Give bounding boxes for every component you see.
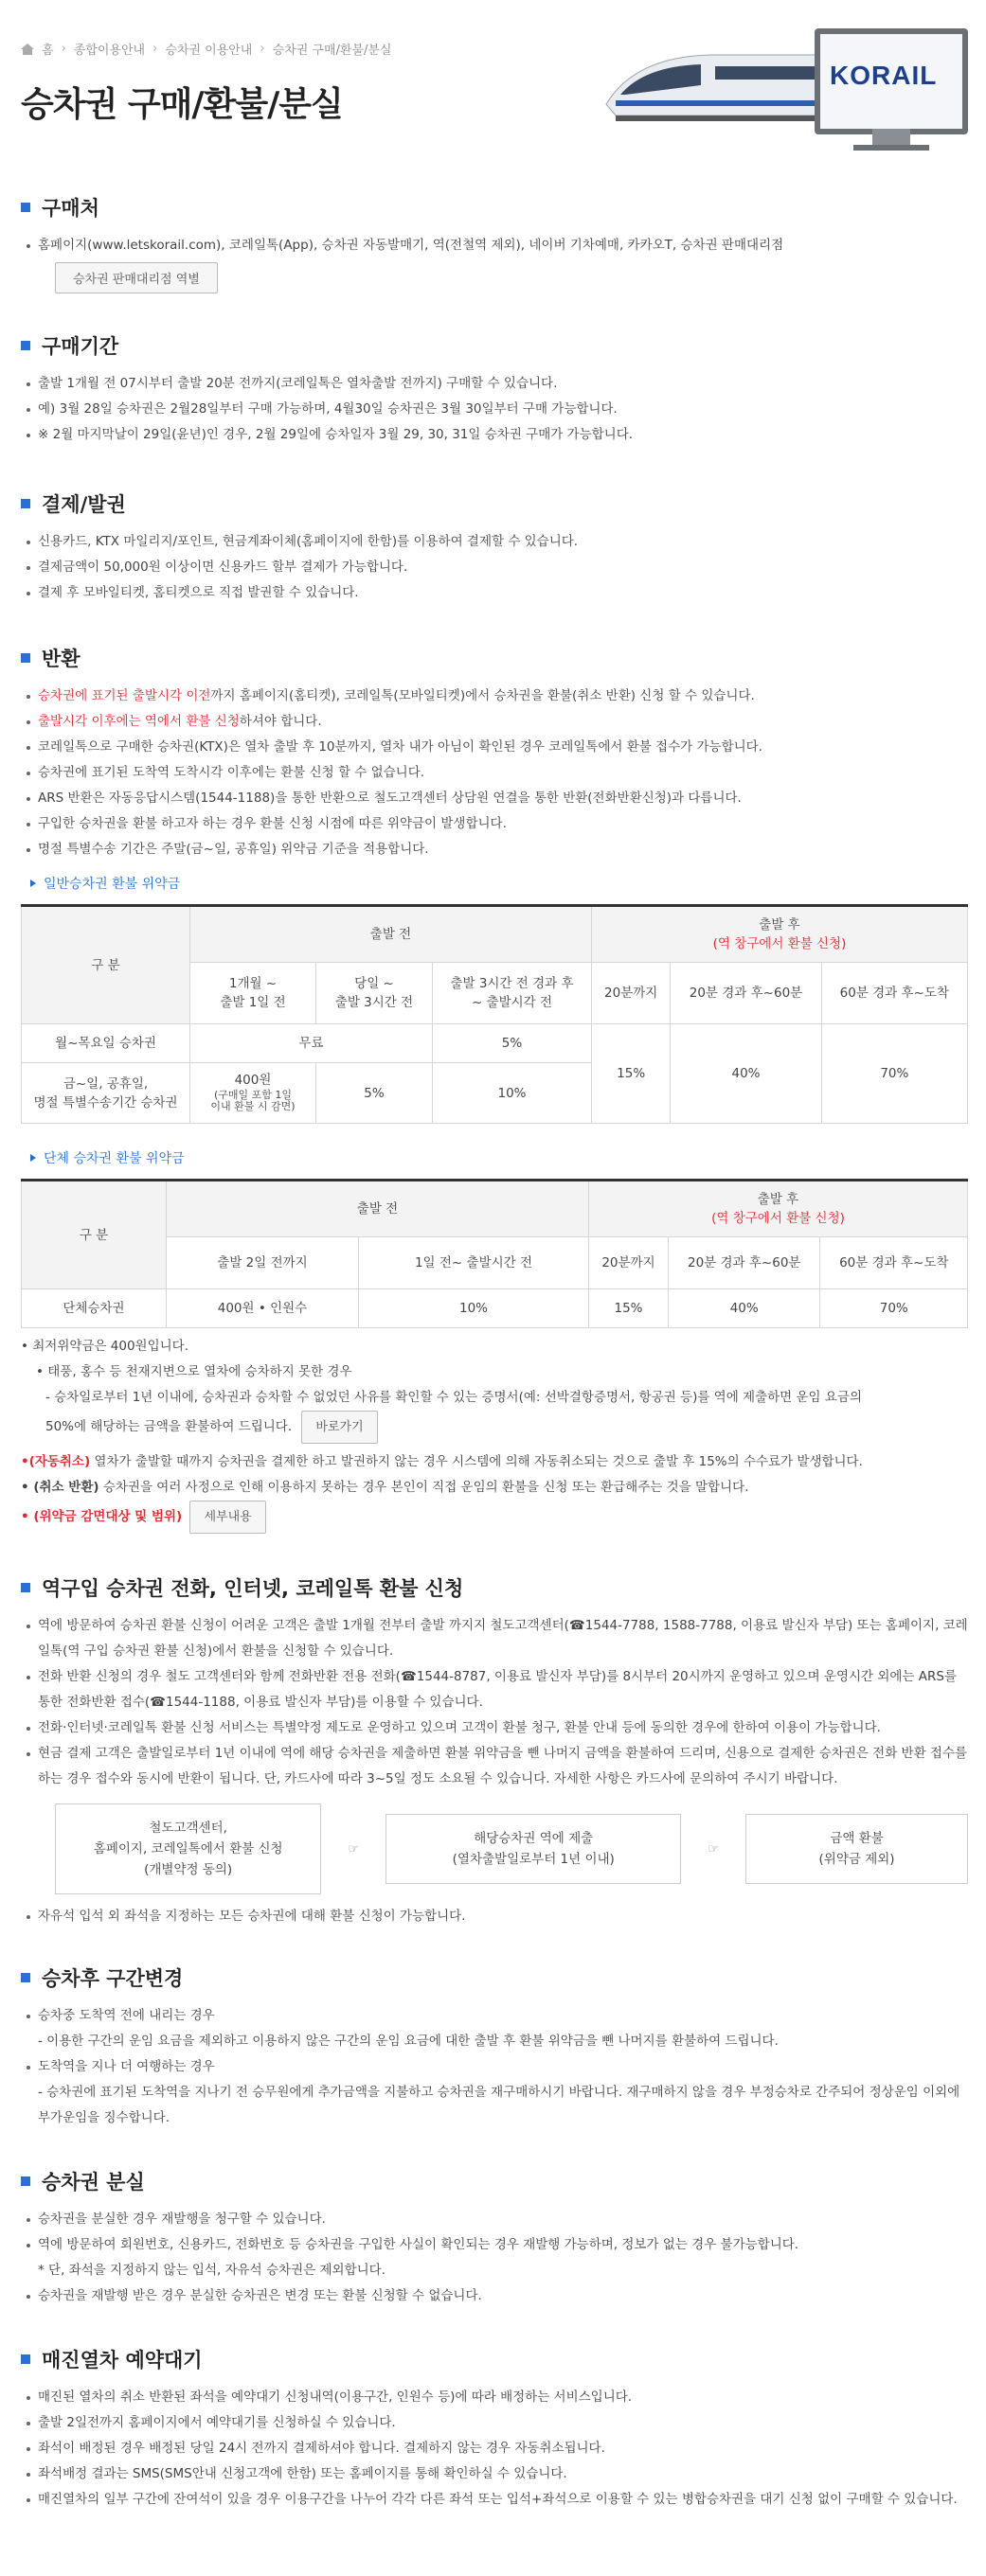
arrow-icon	[30, 1154, 36, 1162]
table-header: 60분 경과 후~도착	[821, 963, 967, 1024]
section-title: 승차후 구간변경	[42, 1967, 184, 1990]
list-item: 결제금액이 50,000원 이상이면 신용카드 할부 결제가 가능합니다.	[38, 555, 968, 580]
breadcrumb-guide[interactable]: 종합이용안내	[73, 44, 146, 58]
section-payment	[21, 489, 968, 606]
list-item: 전화 반환 신청의 경우 철도 고객센터와 함께 전화반환 전용 전화(☎1544-8787, 이용료 발신자 부담)를 8시부터 20시까지 운영하고 있으며 운영시간 외에는 ARS를 통한 전화반환 접수(☎1544-1188, 이용료 발신자 부담)를 이용할 수 있습니다.	[38, 1664, 968, 1715]
detail-button[interactable]: 세부내용	[189, 1501, 265, 1534]
flow-step: 철도고객센터, 홈페이지, 코레일톡에서 환불 신청 (개별약정 동의)	[55, 1803, 321, 1894]
section-purchase-place	[21, 193, 968, 293]
table-header: 출발 전	[167, 1181, 589, 1237]
breadcrumb	[21, 40, 392, 58]
list-item: 출발시각 이후에는 역에서 환불 신청하셔야 합니다.	[38, 709, 968, 735]
list-subitem: - 승차권에 표기된 도착역을 지나기 전 승무원에게 추가금액을 지불하고 승차권을 재구매하시기 바랍니다. 재구매하지 않을 경우 부정승차로 간주되어 정상운임 이외에 부가운임을 징수합니다.	[38, 2085, 960, 2125]
list-item: ※ 2월 마지막날이 29일(윤년)인 경우, 2월 29일에 승차일자 3월 29, 30, 31일 승차권 구매가 가능합니다.	[38, 422, 968, 448]
list-item: 승차권을 분실한 경우 재발행을 청구할 수 있습니다.	[38, 2207, 968, 2232]
refund-notes: • 최저위약금은 400원입니다. • 태풍, 홍수 등 천재지변으로 열차에 승차하지 못한 경우 - 승차일로부터 1년 이내에, 승차권과 승차할 수 없었던 사유를 확인할 수 있는 증명서(예: 선박결항증명서, 항공권 등)를 역에 제출하면 운임 요금의 50%에 해당하는 금액을 환불하여 드립니다. 바로가기 •(자동취소) 열차가 출발할 때까지 승차권을 결제한 하고 발권하지 않는 경우 시스템에 의해 자동취소되는 것으로 출발 후 15%의 수수료가 발생합니다. • (취소 반환) 승차권을 여러 사정으로 인해 이용하지 못하는 경우 본인이 직접 운임의 환불을 신청 또는 환급해주는 것을 말합니다. • (위약금 감면대상 및 범위) 세부내용	[21, 1334, 968, 1534]
section-title: 결제/발권	[42, 493, 126, 516]
breadcrumb-home[interactable]: 홈	[42, 44, 54, 58]
list-item: 도착역을 지나 더 여행하는 경우	[38, 2054, 968, 2080]
list-item: 역에 방문하여 승차권 환불 신청이 어려운 고객은 출발 1개월 전부터 출발 까지지 철도고객센터(☎1544-7788, 1588-7788, 이용료 발신자 부담) 또는 홈페이지, 코레일톡(역 구입 승차권 환불 신청)에서 환불을 신청할 수 있습니다.	[38, 1613, 968, 1664]
list-item: 출발 2일전까지 홈페이지에서 예약대기를 신청하실 수 있습니다.	[38, 2410, 968, 2436]
table-header: 당일 ~ 출발 3시간 전	[316, 963, 433, 1024]
section-bullet-icon	[21, 653, 30, 663]
section-bullet-icon	[21, 499, 30, 508]
list-item: 매진열차의 일부 구간에 잔여석이 있을 경우 이용구간을 나누어 각각 다른 좌석 또는 입석+좌석으로 이용할 수 있는 병합승차권을 대기 신청 없이 구매할 수 있습니다.	[38, 2487, 968, 2513]
table-header: 20분 경과 후~60분	[671, 963, 821, 1024]
list-item: 코레일톡으로 구매한 승차권(KTX)은 열차 출발 후 10분까지, 열차 내가 아님이 확인된 경우 코레일톡에서 환불 접수가 가능합니다.	[38, 735, 968, 760]
section-purchase-period	[21, 331, 968, 448]
list-item: 역에 방문하여 회원번호, 신용카드, 전화번호 등 승차권을 구입한 사실이 확인되는 경우 재발행 가능하며, 정보가 없는 경우 불가능합니다.	[38, 2232, 968, 2258]
section-refund	[21, 644, 968, 1534]
list-item: 승차중 도착역 전에 내리는 경우	[38, 2003, 968, 2029]
arrow-icon	[30, 879, 36, 887]
table-header: 출발 3시간 전 경과 후 ~ 출발시각 전	[433, 963, 592, 1024]
table-header: 1일 전~ 출발시간 전	[359, 1237, 589, 1289]
subsection-title: 일반승차권 환불 위약금	[30, 874, 968, 893]
general-refund-fee-table	[21, 904, 968, 1124]
list-subitem: - 이용한 구간의 운임 요금을 제외하고 이용하지 않은 구간의 운임 요금에 대한 출발 후 환불 위약금을 뺀 나머지를 환불하여 드립니다.	[38, 2034, 779, 2049]
breadcrumb-current: 승차권 구매/환불/분실	[272, 44, 392, 58]
main-content	[21, 189, 968, 2513]
table-header: 20분 경과 후~60분	[668, 1237, 820, 1289]
page-header	[0, 0, 986, 161]
list-item: 승차권을 재발행 받은 경우 분실한 승차권은 변경 또는 환불 신청할 수 없습니다.	[38, 2283, 968, 2309]
section-lost-ticket	[21, 2167, 968, 2309]
list-item: 명절 특별수송 기간은 주말(금~일, 공휴일) 위약금 기준을 적용합니다.	[38, 837, 968, 862]
list-item: 전화·인터넷·코레일톡 환불 신청 서비스는 특별약정 제도로 운영하고 있으며 고객이 환불 청구, 환불 안내 등에 동의한 경우에 한하여 이용이 가능합니다.	[38, 1715, 968, 1741]
section-station-ticket-refund	[21, 1573, 968, 1929]
section-title: 반환	[42, 648, 81, 670]
flow-step: 해당승차권 역에 제출 (열차출발일로부터 1년 이내)	[385, 1814, 681, 1884]
section-bullet-icon	[21, 1973, 30, 1982]
table-header: 출발 후 (역 창구에서 환불 신청)	[592, 906, 968, 963]
section-bullet-icon	[21, 2176, 30, 2186]
section-waitlist	[21, 2345, 968, 2513]
section-title: 구매기간	[42, 335, 119, 358]
goto-button[interactable]: 바로가기	[301, 1411, 377, 1444]
korail-monitor	[815, 28, 968, 134]
korail-logo: KORAIL	[830, 61, 938, 90]
table-header: 20분까지	[589, 1237, 669, 1289]
list-item: 승차권에 표기된 출발시각 이전까지 홈페이지(홈티켓), 코레일톡(모바일티켓)에서 승차권을 환불(취소 반환) 신청 할 수 있습니다.	[38, 684, 968, 709]
section-title: 매진열차 예약대기	[42, 2349, 203, 2372]
table-header: 구 분	[22, 1181, 167, 1289]
table-header: 출발 2일 전까지	[167, 1237, 359, 1289]
section-bullet-icon	[21, 1583, 30, 1592]
list-item: 매진된 열차의 취소 반환된 좌석을 예약대기 신청내역(이용구간, 인원수 등)에 따라 배정하는 서비스입니다.	[38, 2385, 968, 2410]
agency-by-station-button[interactable]: 승차권 판매대리점 역별	[55, 262, 218, 293]
page-title: 승차권 구매/환불/분실	[21, 85, 343, 124]
breadcrumb-separator: ›	[260, 42, 265, 56]
section-bullet-icon	[21, 2354, 30, 2364]
table-header: 60분 경과 후~도착	[820, 1237, 968, 1289]
list-item: 예) 3월 28일 승차권은 2월28일부터 구매 가능하며, 4월30일 승차권은 3월 30일부터 구매 가능합니다.	[38, 397, 968, 422]
group-refund-fee-table	[21, 1179, 968, 1328]
list-item: 승차권에 표기된 도착역 도착시각 이후에는 환불 신청 할 수 없습니다.	[38, 760, 968, 786]
table-row: 금~일, 공휴일, 명절 특별수송기간 승차권 400원 (구매일 포함 1일 이내 환불 시 감면) 5% 10%	[22, 1063, 968, 1124]
table-header: 1개월 ~ 출발 1일 전	[190, 963, 316, 1024]
list-item: 좌석이 배정된 경우 배정된 당일 24시 전까지 결제하셔야 합니다. 결제하지 않는 경우 자동취소됩니다.	[38, 2436, 968, 2461]
list-item: 자유석 입석 외 좌석을 지정하는 모든 승차권에 대해 환불 신청이 가능합니다.	[38, 1904, 968, 1929]
home-icon[interactable]	[21, 44, 34, 55]
arrow-right-icon: ☞	[708, 1841, 720, 1856]
list-item: 홈페이지(www.letskorail.com), 코레일톡(App), 승차권 자동발매기, 역(전철역 제외), 네이버 기차예매, 카카오T, 승차권 판매대리점	[38, 233, 968, 258]
refund-process-flow	[21, 1803, 968, 1894]
breadcrumb-separator: ›	[152, 42, 158, 56]
list-item: 출발 1개월 전 07시부터 출발 20분 전까지(코레일톡은 열차출발 전까지) 구매할 수 있습니다.	[38, 371, 968, 397]
list-subitem: * 단, 좌석을 지정하지 않는 입석, 자유석 승차권은 제외합니다.	[38, 2263, 385, 2278]
section-bullet-icon	[21, 341, 30, 350]
list-item: 현금 결제 고객은 출발일로부터 1년 이내에 역에 해당 승차권을 제출하면 환불 위약금을 뺀 나머지 금액을 환불하여 드리며, 신용으로 결제한 승차권은 전화 반환 접수를 하는 경우 접수와 동시에 반환이 됩니다. 단, 카드사에 따라 3~5일 정도 소요될 수 있습니다. 자세한 사항은 카드사에 문의하여 주시기 바랍니다.	[38, 1741, 968, 1792]
flow-step: 금액 환불 (위약금 제외)	[745, 1814, 968, 1884]
section-bullet-icon	[21, 203, 30, 212]
table-header: 출발 전	[190, 906, 592, 963]
list-item: ARS 반환은 자동응답시스템(1544-1188)을 통한 반환으로 철도고객센터 상담원 연결을 통한 반환(전화반환신청)과 다릅니다.	[38, 786, 968, 811]
table-header: 구 분	[22, 906, 190, 1024]
subsection-title: 단체 승차권 환불 위약금	[30, 1148, 968, 1167]
list-item: 좌석배정 결과는 SMS(SMS안내 신청고객에 한함) 또는 홈페이지를 통해 확인하실 수 있습니다.	[38, 2461, 968, 2487]
breadcrumb-separator: ›	[61, 42, 66, 56]
breadcrumb-ticket-guide[interactable]: 승차권 이용안내	[165, 44, 253, 58]
section-title: 승차권 분실	[42, 2171, 145, 2194]
list-item: 결제 후 모바일티켓, 홈티켓으로 직접 발권할 수 있습니다.	[38, 580, 968, 606]
table-header: 출발 후 (역 창구에서 환불 신청)	[589, 1181, 968, 1237]
table-header: 20분까지	[592, 963, 671, 1024]
arrow-right-icon: ☞	[348, 1841, 360, 1856]
section-after-ride	[21, 1963, 968, 2131]
table-row: 단체승차권 400원 • 인원수 10% 15% 40% 70%	[22, 1289, 968, 1328]
list-item: 구입한 승차권을 환불 하고자 하는 경우 환불 신청 시점에 따른 위약금이 발생합니다.	[38, 811, 968, 837]
section-title: 역구입 승차권 전화, 인터넷, 코레일톡 환불 신청	[42, 1577, 464, 1600]
table-row: 월~목요일 승차권 무료 5% 15% 40% 70%	[22, 1024, 968, 1063]
section-title: 구매처	[42, 197, 99, 220]
list-item: 신용카드, KTX 마일리지/포인트, 현금계좌이체(홈페이지에 한함)를 이용하여 결제할 수 있습니다.	[38, 529, 968, 555]
